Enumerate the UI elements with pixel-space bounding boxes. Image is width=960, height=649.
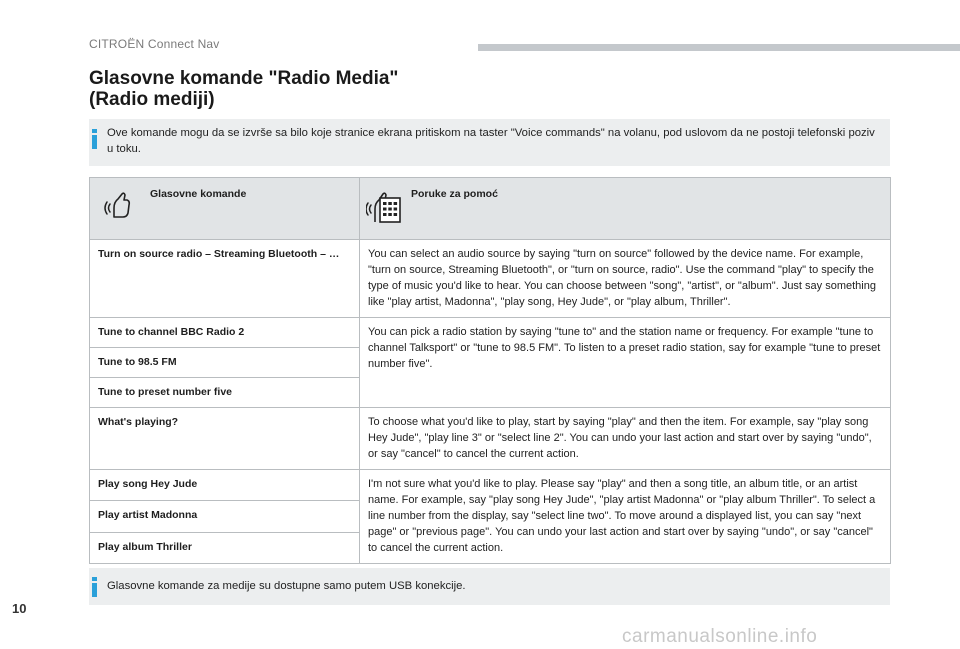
table-row bbox=[90, 240, 891, 318]
header-help bbox=[360, 178, 891, 240]
header-brand: CITROËN Connect Nav bbox=[89, 37, 220, 51]
command-cell: Turn on source radio – Streaming Bluetooth – … bbox=[90, 240, 360, 318]
command-cell: Play artist Madonna bbox=[90, 501, 360, 532]
info-icon bbox=[92, 129, 97, 149]
help-message-cell: You can select an audio source by saying "turn on source" followed by the device name. For example, "turn on source, Streaming Bluetooth", or "turn on source, radio". Use the command "play" to specify the type of music you'd like to hear. You can choose between "song", "artist", or "album". Just say something like "play artist, Madonna", "play song, Hey Jude", or "play album, Thriller". bbox=[360, 240, 891, 318]
command-cell: Tune to preset number five bbox=[90, 378, 360, 408]
command-cell: Tune to channel BBC Radio 2 bbox=[90, 318, 360, 348]
table-header-row bbox=[90, 178, 891, 240]
info-box-bottom bbox=[89, 568, 890, 605]
help-message-cell: To choose what you'd like to play, start by saying "play" and then the item. For example, say "play song Hey Jude", "play line 3" or "select line 2". You can undo your last action and start over by saying "undo", or say "cancel" to cancel the current action. bbox=[360, 408, 891, 470]
command-cell: Play album Thriller bbox=[90, 532, 360, 563]
info-text-bottom: Glasovne komande za medije su dostupne samo putem USB konekcije. bbox=[107, 580, 466, 592]
footer-watermark: carmanualsonline.info bbox=[622, 626, 818, 647]
help-message-cell: You can pick a radio station by saying "tune to" and the station name or frequency. For example "tune to channel Talksport" or "tune to 98.5 FM". To listen to a preset radio station, say for example "tune to preset number five". bbox=[360, 318, 891, 408]
page-number: 10 bbox=[12, 601, 27, 616]
voice-hand-icon bbox=[104, 190, 134, 225]
command-cell: Play song Hey Jude bbox=[90, 470, 360, 501]
voice-commands-table bbox=[89, 177, 891, 564]
header-commands bbox=[90, 178, 360, 240]
command-cell: What's playing? bbox=[90, 408, 360, 470]
page-title: Glasovne komande "Radio Media" (Radio mediji) bbox=[89, 68, 399, 110]
header-help-label: Poruke za pomoć bbox=[411, 188, 498, 200]
table-row bbox=[90, 408, 891, 470]
info-icon bbox=[92, 577, 97, 597]
header-bar bbox=[478, 44, 960, 51]
header-commands-label: Glasovne komande bbox=[150, 188, 247, 200]
help-message-cell: I'm not sure what you'd like to play. Please say "play" and then a song title, an album title, or an artist name. For example, say "play song Hey Jude", "play artist Madonna" or "play album Thriller". To select a line number from the display, say "select line two". To move around a displayed list, you can say "next page" or "previous page". You can undo your last action and start over by saying "undo", or say "cancel" to cancel the current action. bbox=[360, 470, 891, 564]
voice-keypad-icon bbox=[366, 188, 402, 229]
table-row bbox=[90, 470, 891, 501]
table-row bbox=[90, 318, 891, 348]
info-box-top bbox=[89, 119, 890, 166]
command-cell: Tune to 98.5 FM bbox=[90, 348, 360, 378]
info-text-top: Ove komande mogu da se izvrše sa bilo koje stranice ekrana pritiskom na taster "Voice commands" na volanu, pod uslovom da ne postoji telefonski poziv u toku. bbox=[107, 127, 875, 155]
